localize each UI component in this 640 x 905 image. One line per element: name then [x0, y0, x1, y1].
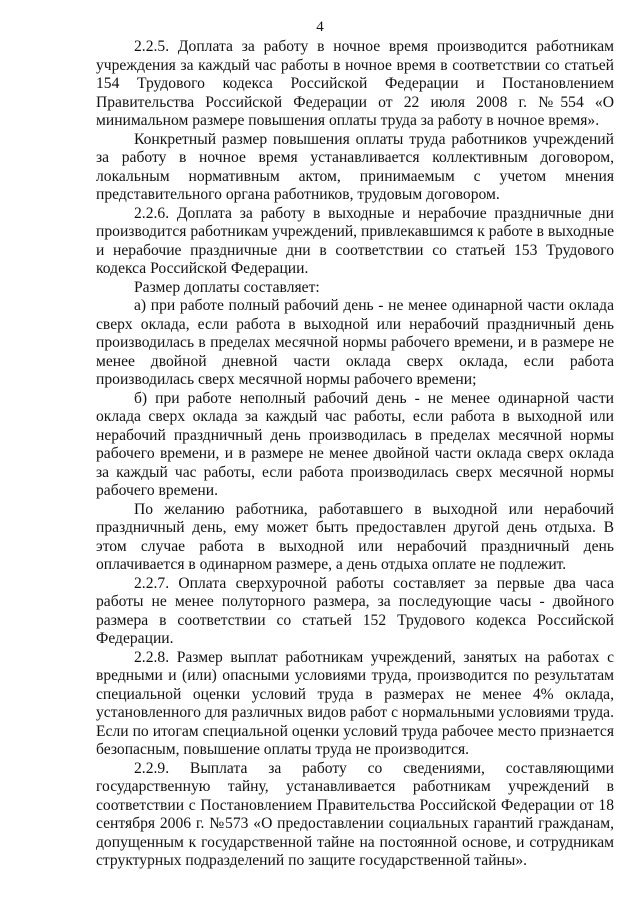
paragraph-night-work-size: Конкретный размер повышения оплаты труда работников учреждений за работу в ночное время устанавливается коллективным договором, локальным нормативным актом, принимаемым с учетом мнения представительного органа работников, трудовым договором.	[96, 130, 614, 203]
paragraph-2-2-9: 2.2.9. Выплата за работу со сведениями, составляющими государственную тайну, устанавливается работникам учреждений в соответствии с Постановлением Правительства Российской Федерации от 18 сентября 2006 г. №573 «О предоставлении социальных гарантий гражданам, допущенным к государственной тайне на постоянной основе, и сотрудникам структурных подразделений по защите государственной тайны».	[96, 759, 614, 869]
paragraph-2-2-5: 2.2.5. Доплата за работу в ночное время производится работникам учреждения за каждый час работы в ночное время в соответствии со статьей 154 Трудового кодекса Российской Федерации и Постановлением Правительства Российской Федерации от 22 июля 2008 г. №554 «О минимальном размере повышения оплаты труда за работу в ночное время».	[96, 38, 614, 129]
paragraph-surcharge-size-intro: Размер доплаты составляет:	[134, 278, 320, 296]
paragraph-2-2-8: 2.2.8. Размер выплат работникам учреждений, занятых на работах с вредными и (или) опасными условиями труда, производится по результатам специальной оценки условий труда в размерах не менее 4% оклада, установленного для различных видов работ с нормальными условиями труда. Если по итогам специальной оценки условий труда рабочее место признается безопасным, повышение оплаты труда не производится.	[96, 648, 614, 758]
paragraph-day-off: По желанию работника, работавшего в выходной или нерабочий праздничный день, ему может быть предоставлен другой день отдыха. В этом случае работа в выходной или нерабочий праздничный день оплачивается в одинарном размере, а день отдыха оплате не подлежит.	[96, 500, 614, 573]
paragraph-2-2-6: 2.2.6. Доплата за работу в выходные и нерабочие праздничные дни производится работникам учреждений, привлекавшимся к работе в выходные и нерабочие праздничные дни в соответствии со статьей 153 Трудового кодекса Российской Федерации.	[96, 204, 614, 277]
paragraph-item-b: б) при работе неполный рабочий день - не менее одинарной части оклада сверх оклада за каждый час работы, если работа в выходной или нерабочий праздничный день производилась в пределах месячной нормы рабочего времени, и в размере не менее двойной части оклада сверх оклада за каждый час работы, если работа производилась сверх месячной нормы рабочего времени.	[96, 389, 614, 499]
paragraph-item-a: а) при работе полный рабочий день - не менее одинарной части оклада сверх оклада, если работа в выходной или нерабочий праздничный день производилась в пределах месячной нормы рабочего времени, и в размере не менее двойной дневной части оклада сверх оклада, если работа производилась сверх месячной нормы рабочего времени;	[96, 297, 614, 388]
page-number: 4	[316, 19, 324, 35]
document-body	[96, 38, 614, 871]
paragraph-2-2-7: 2.2.7. Оплата сверхурочной работы составляет за первые два часа работы не менее полуторного размера, за последующие часы - двойного размера в соответствии со статьей 152 Трудового кодекса Российской Федерации.	[96, 574, 614, 647]
